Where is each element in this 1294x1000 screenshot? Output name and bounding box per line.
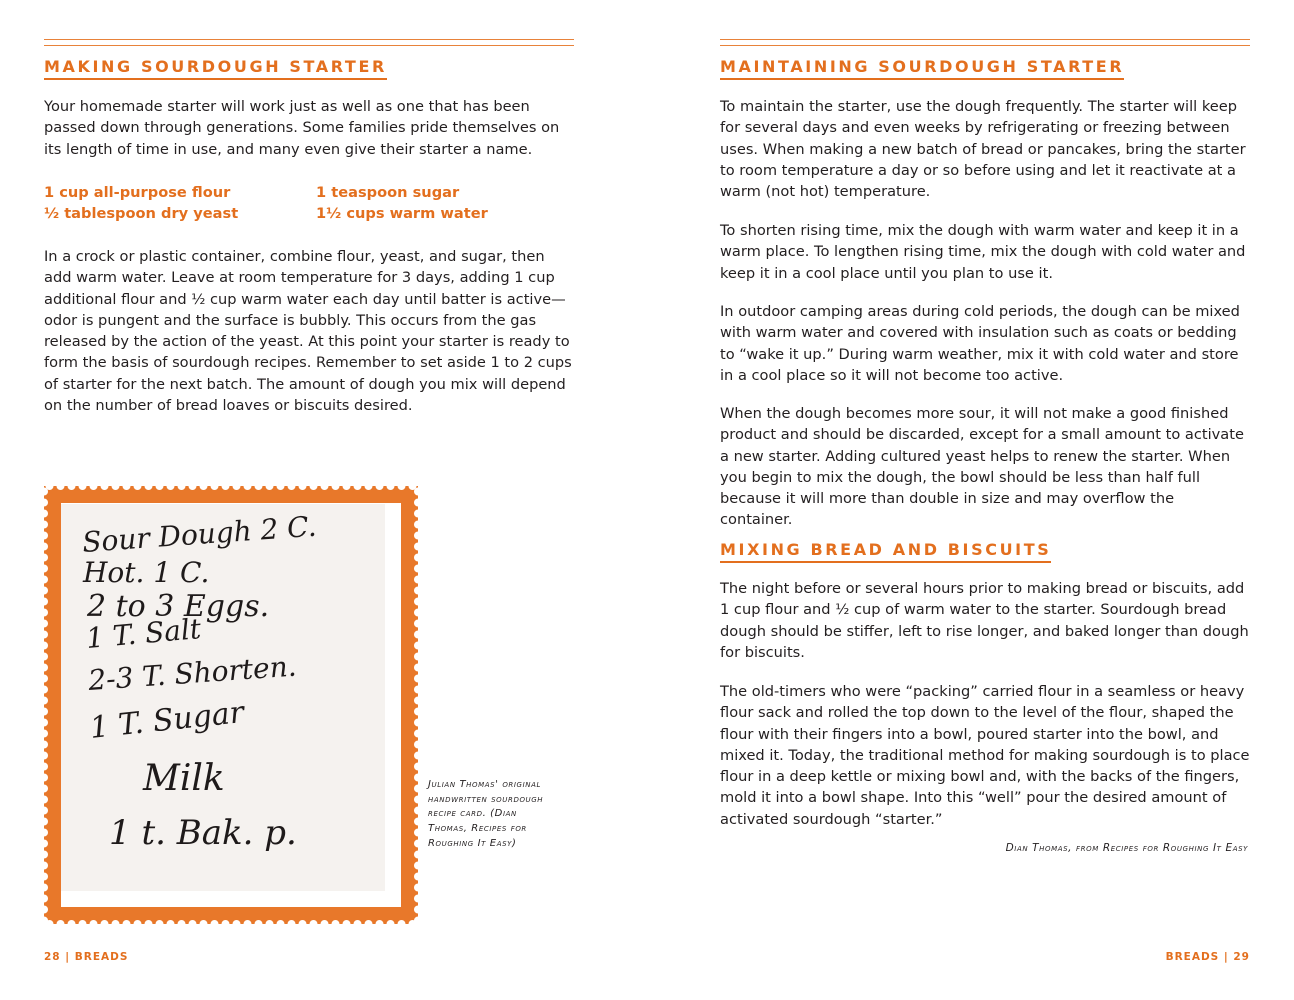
card-line-4: 1 T. Salt <box>84 612 203 655</box>
maintain-paragraph-3: In outdoor camping areas during cold periods, the dough can be mixed with warm water and covered with insulation such as coats or bedding to “wake it up.” During warm weather, mix it with cold water and store in a cool place so it will not become too active. <box>720 303 1240 384</box>
heading-mixing-bread: MIXING BREAD AND BISCUITS <box>720 541 1051 563</box>
right-page-footer: BREADS | 29 <box>1165 951 1250 963</box>
card-line-7: Milk <box>143 758 225 799</box>
card-line-5: 2-3 T. Shorten. <box>87 649 298 697</box>
handwritten-recipe-card <box>61 504 385 891</box>
recipe-card-image <box>61 504 385 891</box>
heading-maintaining-starter: MAINTAINING SOURDOUGH STARTER <box>720 58 1124 80</box>
ingredient-sugar: 1 teaspoon sugar <box>316 184 460 201</box>
right-top-rule <box>720 39 1250 46</box>
intro-paragraph: Your homemade starter will work just as well as one that has been passed down through generations. Some families pride themselves on its length of time in use, and many even give their starter a name. <box>44 98 560 158</box>
card-line-1: Sour Dough 2 C. <box>81 509 318 559</box>
card-line-8: 1 t. Bak. p. <box>109 813 297 853</box>
quote-credit: Dian Thomas, from Recipes for Roughing It Easy <box>1005 842 1248 854</box>
heading-making-starter: MAKING SOURDOUGH STARTER <box>44 58 387 80</box>
recipe-card-caption: Julian Thomas' original handwritten sourdough recipe card. (Dian Thomas, Recipes for Roughing It Easy) <box>428 779 544 849</box>
ingredient-yeast: ½ tablespoon dry yeast <box>44 205 239 222</box>
maintain-paragraph-4: When the dough becomes more sour, it will not make a good finished product and should be discarded, except for a small amount to activate a new starter. Adding cultured yeast helps to renew the starter. When you begin to mix the dough, the bowl should be less than half full because it will more than double in size and may overflow the container. <box>720 405 1244 529</box>
left-top-rule <box>44 39 574 46</box>
ingredient-water: 1½ cups warm water <box>316 205 488 222</box>
card-line-6: 1 T. Sugar <box>88 694 246 746</box>
mixing-paragraph-1: The night before or several hours prior to making bread or biscuits, add 1 cup flour and ½ cup of warm water to the starter. Sourdough bread dough should be stiffer, left to rise longer, and baked longer than dough for biscuits. <box>720 580 1249 661</box>
ingredient-flour: 1 cup all-purpose flour <box>44 184 231 201</box>
card-line-2: Hot. 1 C. <box>83 556 210 589</box>
maintain-paragraph-1: To maintain the starter, use the dough frequently. The starter will keep for several days and even weeks by refrigerating or freezing between uses. When making a new batch of bread or pancakes, bring the starter to room temperature a day or so before using and let it reactivate at a warm (not hot) temperature. <box>720 98 1246 201</box>
left-page-footer: 28 | BREADS <box>44 951 129 963</box>
card-line-3: 2 to 3 Eggs. <box>87 589 270 624</box>
mixing-paragraph-2: The old-timers who were “packing” carried flour in a seamless or heavy flour sack and rolled the top down to the level of the flour, shaped the flour with their fingers into a bowl, poured starter into the bowl, and mixed it. Today, the traditional method for making sourdough is to place flour in a deep kettle or mixing bowl and, with the backs of the fingers, mold it into a bowl shape. Into this “well” pour the desired amount of activated sourdough “starter.” <box>720 683 1250 828</box>
instructions-paragraph: In a crock or plastic container, combine flour, yeast, and sugar, then add warm water. Leave at room temperature for 3 days, adding 1 cup additional flour and ½ cup warm water each day until batter is active—odor is pungent and the surface is bubbly. This occurs from the gas released by the action of the yeast. At this point your starter is ready to form the basis of sourdough recipes. Remember to set aside 1 to 2 cups of starter for the next batch. The amount of dough you mix will depend on the number of bread loaves or biscuits desired. <box>44 248 572 415</box>
maintain-paragraph-2: To shorten rising time, mix the dough with warm water and keep it in a warm place. To lengthen rising time, mix the dough with cold water and keep it in a cool place until you plan to use it. <box>720 222 1246 282</box>
